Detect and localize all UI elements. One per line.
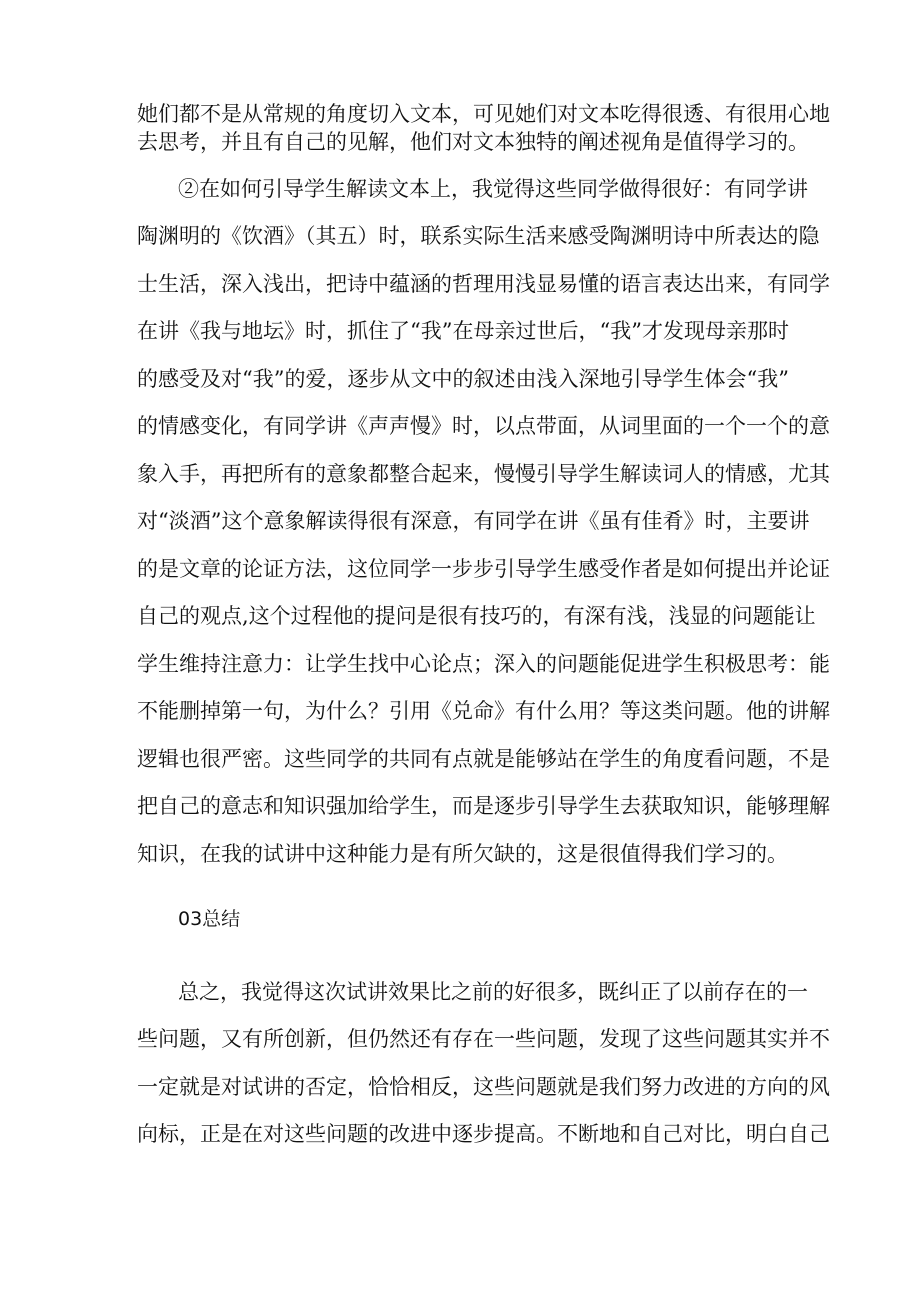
paragraph-line: ②在如何引导学生解读文本上，我觉得这些同学做得很好：有同学讲: [178, 177, 808, 201]
paragraph-line: 的情感变化，有同学讲《声声慢》时，以点带面，从词里面的一个一个的意: [137, 414, 830, 438]
paragraph-line: 向标，正是在对这些问题的改进中逐步提高。不断地和自己对比，明白自己: [137, 1122, 830, 1146]
paragraph-line: 的感受及对“我”的爱，逐步从文中的叙述由浅入深地引导学生体会“我”: [137, 367, 789, 391]
paragraph-line: 些问题，又有所创新，但仍然还有存在一些问题，发现了这些问题其实并不: [137, 1027, 830, 1051]
paragraph-line: 对“淡酒”这个意象解读得很有深意，有同学在讲《虽有佳肴》时，主要讲: [137, 509, 810, 533]
paragraph-line: 的是文章的论证方法，这位同学一步步引导学生感受作者是如何提出并论证: [137, 557, 830, 581]
paragraph-line: 一定就是对试讲的否定，恰恰相反，这些问题就是我们努力改进的方向的风: [137, 1075, 830, 1099]
paragraph-line: 在讲《我与地坛》时，抓住了“我”在母亲过世后，“我”才发现母亲那时: [137, 319, 789, 343]
paragraph-line: 她们都不是从常规的角度切入文本，可见她们对文本吃得很透、有很用心地: [137, 102, 830, 126]
section-heading: 03总结: [178, 908, 241, 930]
paragraph-line: 逻辑也很严密。这些同学的共同有点就是能够站在学生的角度看问题，不是: [137, 747, 830, 771]
paragraph-line: 去思考，并且有自己的见解，他们对文本独特的阐述视角是值得学习的。: [137, 130, 809, 154]
paragraph-line: 学生维持注意力：让学生找中心论点；深入的问题能促进学生积极思考：能: [137, 652, 830, 676]
paragraph-line: 把自己的意志和知识强加给学生，而是逐步引导学生去获取知识，能够理解: [137, 794, 830, 818]
paragraph-line: 知识，在我的试讲中这种能力是有所欠缺的，这是很值得我们学习的。: [137, 842, 788, 866]
paragraph-line: 自己的观点,这个过程他的提问是很有技巧的，有深有浅，浅显的问题能让: [137, 604, 816, 628]
paragraph-line: 象入手，再把所有的意象都整合起来，慢慢引导学生解读词人的情感，尤其: [137, 462, 830, 486]
paragraph-line: 陶渊明的《饮酒》（其五）时，联系实际生活来感受陶渊明诗中所表达的隐: [137, 224, 820, 248]
paragraph-line: 士生活，深入浅出，把诗中蕴涵的哲理用浅显易懂的语言表达出来，有同学: [137, 272, 830, 296]
paragraph-line: 不能删掉第一句，为什么？引用《兑命》有什么用？等这类问题。他的讲解: [137, 699, 830, 723]
paragraph-line: 总之，我觉得这次试讲效果比之前的好很多，既纠正了以前存在的一: [178, 980, 808, 1004]
